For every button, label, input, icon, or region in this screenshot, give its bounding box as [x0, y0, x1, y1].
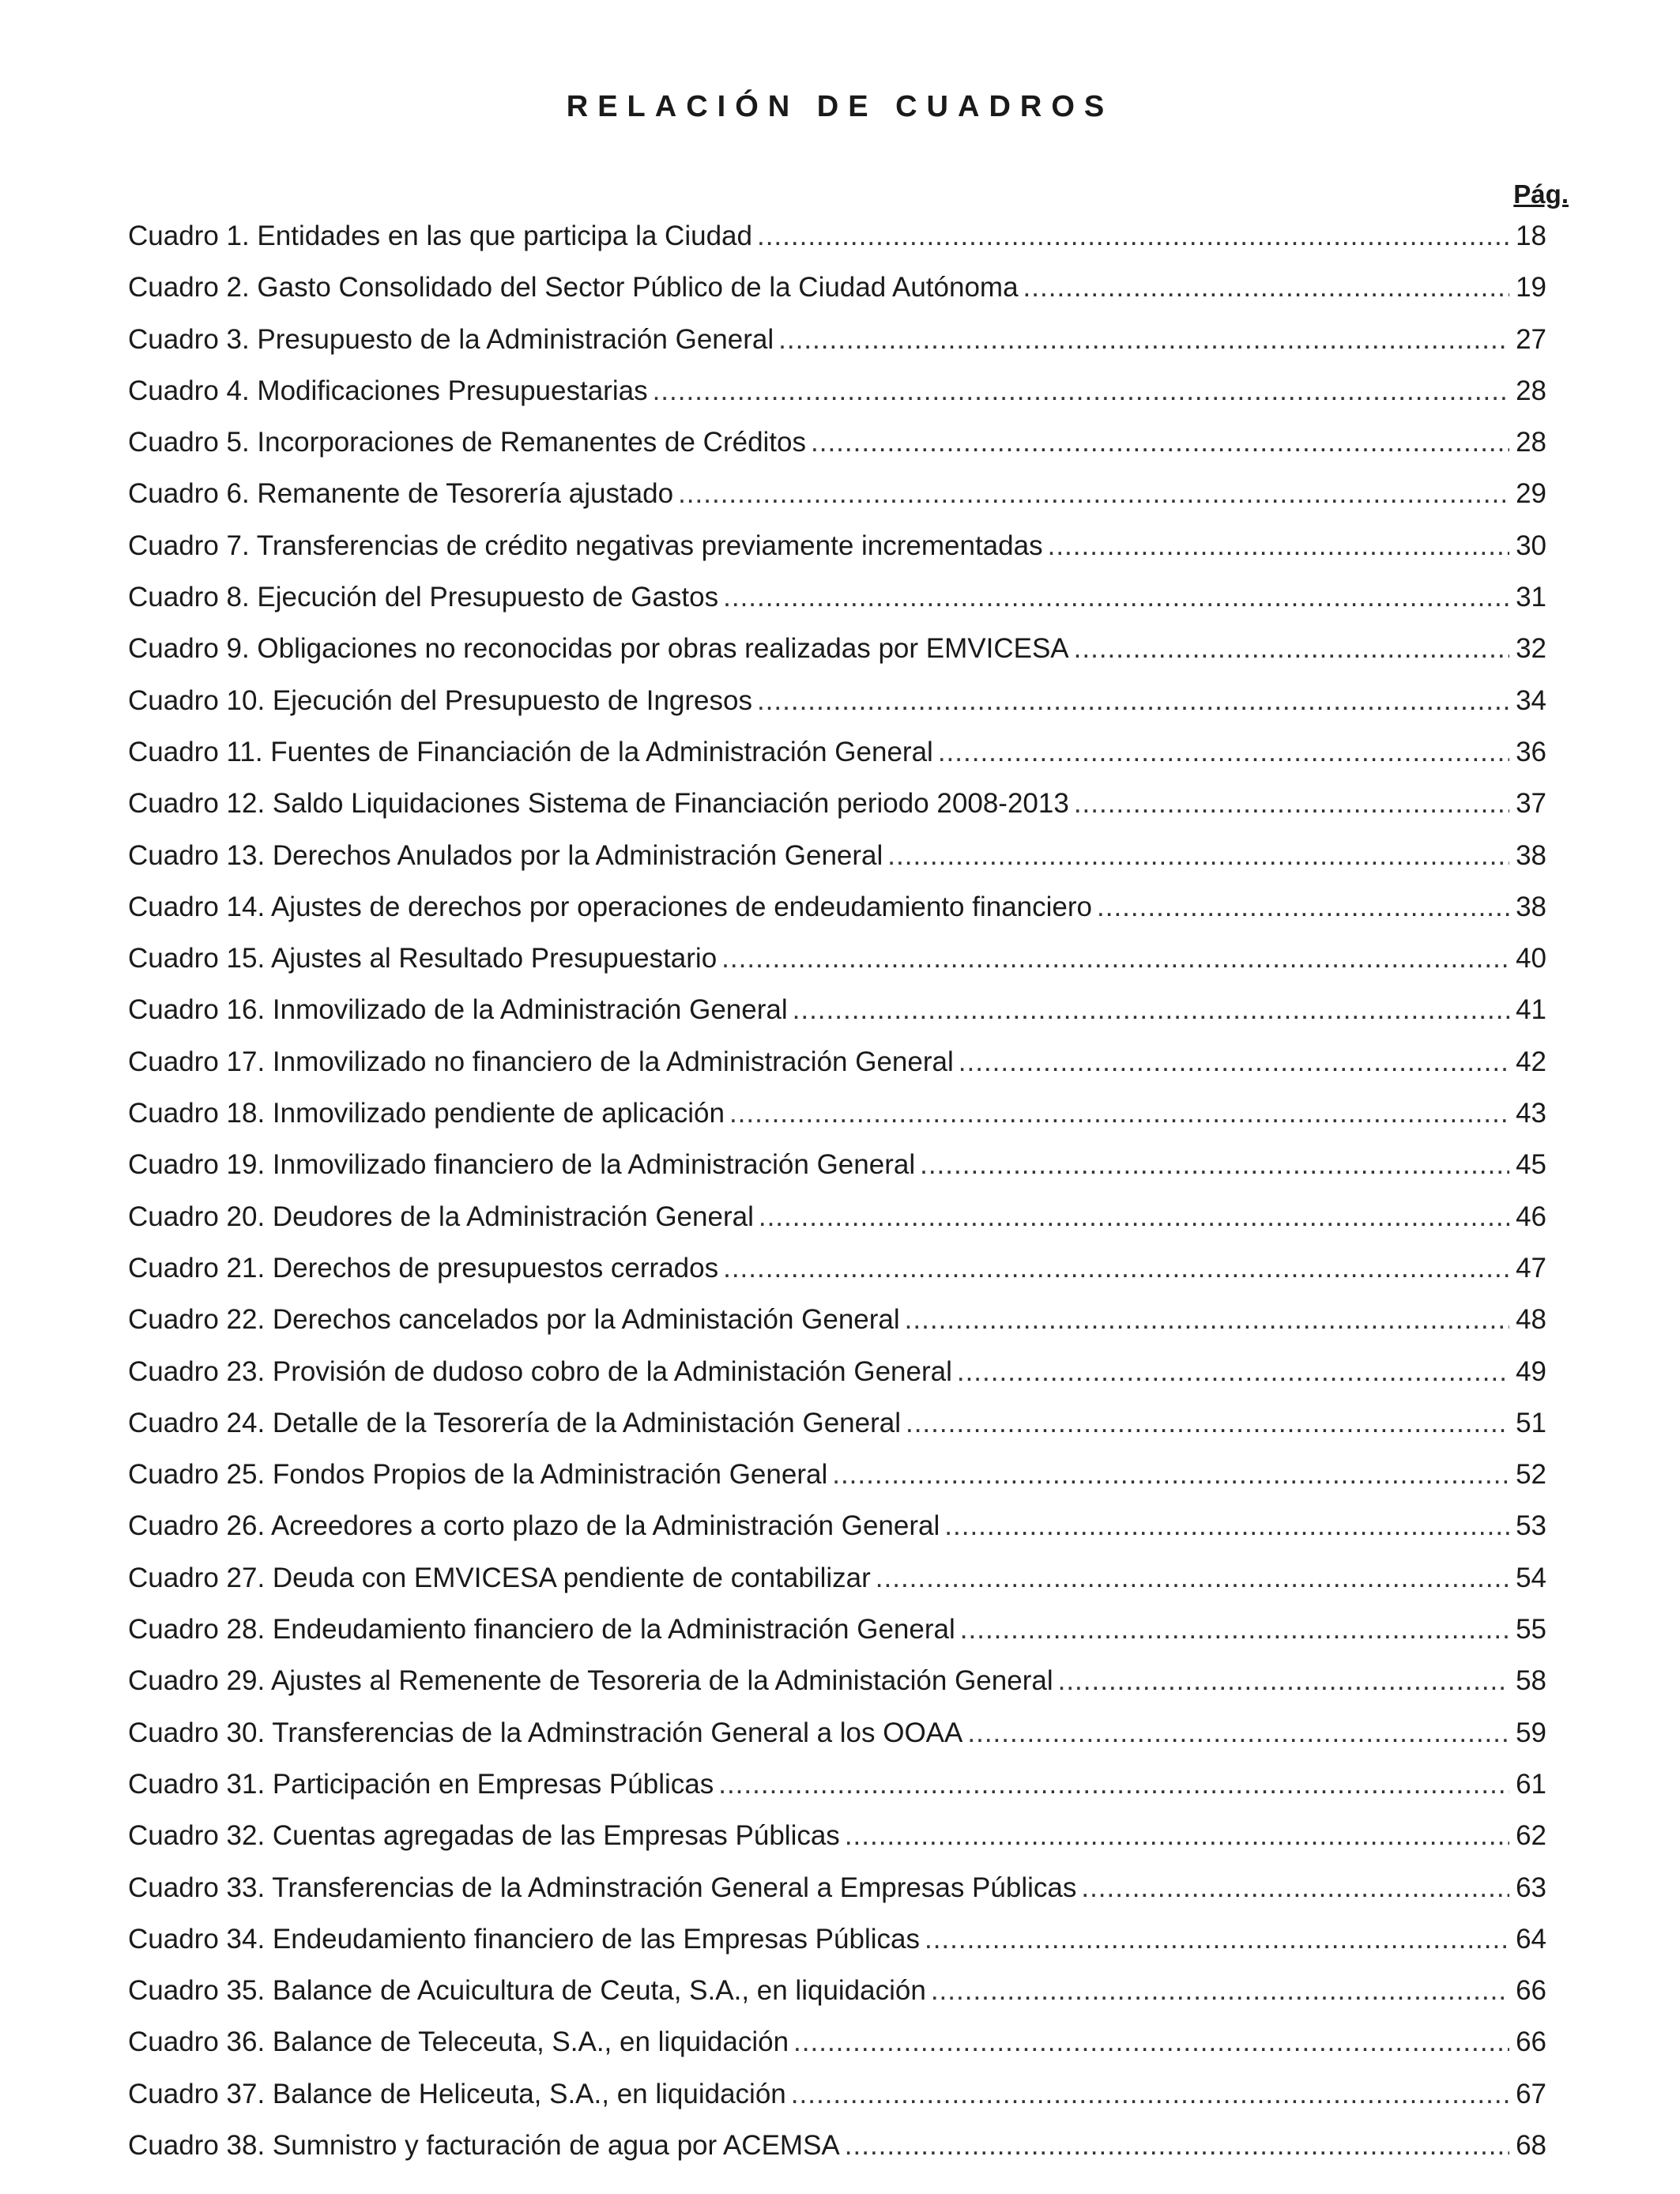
toc-entry-label: Cuadro 19. Inmovilizado financiero de la Administración General — [128, 1149, 916, 1181]
table-of-contents — [128, 218, 1546, 2179]
dot-leader — [1048, 528, 1509, 564]
toc-entry-page-number: 37 — [1516, 788, 1546, 820]
toc-entry-label: Cuadro 37. Balance de Heliceuta, S.A., en liquidación — [128, 2078, 786, 2109]
toc-entry-label: Cuadro 7. Transferencias de crédito negativas previamente incrementadas — [128, 530, 1043, 561]
toc-entry-label: Cuadro 27. Deuda con EMVICESA pendiente de contabilizar — [128, 1562, 871, 1593]
toc-entry — [128, 2076, 1546, 2128]
toc-entry-page-number: 48 — [1516, 1304, 1546, 1336]
toc-entry-label: Cuadro 10. Ejecución del Presupuesto de Ingresos — [128, 684, 752, 716]
toc-entry-label: Cuadro 31. Participación en Empresas Públicas — [128, 1768, 714, 1800]
toc-entry — [128, 889, 1546, 941]
toc-entry — [128, 786, 1546, 837]
toc-entry — [128, 1921, 1546, 1973]
dot-leader — [723, 579, 1509, 616]
toc-entry-page-number: 30 — [1516, 530, 1546, 561]
toc-entry — [128, 270, 1546, 321]
dot-leader — [653, 373, 1509, 409]
toc-entry — [128, 476, 1546, 527]
toc-entry — [128, 1044, 1546, 1095]
dot-leader — [778, 322, 1509, 358]
dot-leader — [920, 1147, 1509, 1183]
toc-entry-page-number: 29 — [1516, 478, 1546, 510]
toc-entry-label: Cuadro 3. Presupuesto de la Administración General — [128, 323, 774, 355]
toc-entry-label: Cuadro 13. Derechos Anulados por la Administración General — [128, 839, 883, 871]
toc-entry-page-number: 32 — [1516, 633, 1546, 665]
toc-entry-page-number: 54 — [1516, 1562, 1546, 1593]
toc-entry-page-number: 63 — [1516, 1872, 1546, 1903]
dot-leader — [759, 1199, 1509, 1235]
toc-entry-label: Cuadro 16. Inmovilizado de la Administración General — [128, 994, 788, 1026]
dot-leader — [1074, 786, 1509, 822]
dot-leader — [832, 1457, 1509, 1493]
toc-entry — [128, 373, 1546, 424]
toc-entry-label: Cuadro 34. Endeudamiento financiero de las Empresas Públicas — [128, 1923, 920, 1955]
toc-entry-label: Cuadro 1. Entidades en las que participa la Ciudad — [128, 221, 752, 251]
toc-entry-page-number: 66 — [1516, 2026, 1546, 2058]
toc-entry — [128, 1508, 1546, 1559]
toc-entry-label: Cuadro 12. Saldo Liquidaciones Sistema de Financiación periodo 2008-2013 — [128, 788, 1069, 820]
toc-entry-page-number: 38 — [1516, 839, 1546, 871]
toc-entry-page-number: 59 — [1516, 1717, 1546, 1748]
dot-leader — [960, 1612, 1509, 1648]
toc-entry — [128, 1612, 1546, 1663]
toc-entry — [128, 218, 1546, 270]
toc-entry-label: Cuadro 24. Detalle de la Tesorería de la Administación General — [128, 1407, 901, 1438]
toc-entry-page-number: 27 — [1516, 323, 1546, 355]
dot-leader — [1074, 631, 1509, 667]
toc-entry-page-number: 46 — [1516, 1201, 1546, 1232]
toc-entry-page-number: 47 — [1516, 1252, 1546, 1284]
toc-entry — [128, 1818, 1546, 1869]
toc-entry-page-number: 42 — [1516, 1046, 1546, 1077]
toc-entry-label: Cuadro 9. Obligaciones no reconocidas por obras realizadas por EMVICESA — [128, 633, 1069, 665]
toc-entry-label: Cuadro 30. Transferencias de la Adminstración General a los OOAA — [128, 1717, 963, 1748]
page-column-header: Pág. — [1513, 179, 1569, 209]
dot-leader — [876, 1560, 1509, 1596]
dot-leader — [906, 1405, 1509, 1442]
toc-entry — [128, 1302, 1546, 1353]
toc-entry-label: Cuadro 2. Gasto Consolidado del Sector Público de la Ciudad Autónoma — [128, 272, 1019, 303]
dot-leader — [959, 1044, 1509, 1080]
toc-entry-page-number: 31 — [1516, 582, 1546, 613]
toc-entry-label: Cuadro 33. Transferencias de la Adminstración General a Empresas Públicas — [128, 1872, 1077, 1903]
dot-leader — [905, 1302, 1509, 1338]
dot-leader — [925, 1921, 1509, 1958]
dot-leader — [793, 2024, 1509, 2060]
toc-entry-label: Cuadro 21. Derechos de presupuestos cerrados — [128, 1252, 719, 1284]
toc-entry — [128, 2024, 1546, 2075]
toc-entry-label: Cuadro 23. Provisión de dudoso cobro de la Administación General — [128, 1355, 952, 1387]
toc-entry-page-number: 68 — [1516, 2129, 1546, 2161]
toc-entry — [128, 941, 1546, 992]
dot-leader — [957, 1354, 1509, 1390]
dot-leader — [811, 424, 1509, 461]
toc-entry — [128, 1766, 1546, 1818]
dot-leader — [967, 1715, 1509, 1751]
toc-entry-label: Cuadro 8. Ejecución del Presupuesto de Gastos — [128, 582, 719, 613]
toc-entry-page-number: 49 — [1516, 1355, 1546, 1387]
toc-entry-page-number: 61 — [1516, 1768, 1546, 1800]
toc-entry-label: Cuadro 6. Remanente de Tesorería ajustado — [128, 478, 674, 510]
page-title: RELACIÓN DE CUADROS — [566, 90, 1114, 123]
dot-leader — [938, 734, 1509, 771]
toc-entry-page-number: 67 — [1516, 2078, 1546, 2109]
toc-entry — [128, 1250, 1546, 1302]
toc-entry-page-number: 28 — [1516, 427, 1546, 458]
dot-leader — [1081, 1870, 1509, 1906]
toc-entry-page-number: 58 — [1516, 1665, 1546, 1697]
toc-entry-label: Cuadro 32. Cuentas agregadas de las Empresas Públicas — [128, 1820, 840, 1852]
dot-leader — [944, 1508, 1509, 1544]
dot-leader — [718, 1766, 1509, 1803]
toc-entry — [128, 734, 1546, 786]
toc-entry-label: Cuadro 35. Balance de Acuicultura de Ceuta, S.A., en liquidación — [128, 1975, 926, 2007]
dot-leader — [1023, 270, 1509, 306]
toc-entry-label: Cuadro 26. Acreedores a corto plazo de la Administración General — [128, 1510, 940, 1542]
dot-leader — [793, 992, 1509, 1028]
toc-entry-page-number: 41 — [1516, 994, 1546, 1026]
toc-entry — [128, 838, 1546, 889]
toc-entry-label: Cuadro 28. Endeudamiento financiero de la Administración General — [128, 1614, 955, 1646]
toc-entry-label: Cuadro 22. Derechos cancelados por la Administación General — [128, 1304, 900, 1336]
dot-leader — [729, 1095, 1509, 1132]
dot-leader — [931, 1973, 1509, 2009]
toc-entry — [128, 683, 1546, 734]
toc-entry — [128, 1354, 1546, 1405]
toc-entry — [128, 1199, 1546, 1250]
toc-entry-page-number: 34 — [1516, 684, 1546, 716]
toc-entry — [128, 322, 1546, 373]
toc-entry — [128, 1715, 1546, 1766]
toc-entry-label: Cuadro 11. Fuentes de Financiación de la Administración General — [128, 736, 933, 767]
toc-entry — [128, 1973, 1546, 2024]
dot-leader — [721, 941, 1509, 977]
dot-leader — [1097, 889, 1509, 925]
toc-entry — [128, 1095, 1546, 1147]
dot-leader — [757, 218, 1509, 254]
toc-entry-label: Cuadro 14. Ajustes de derechos por operaciones de endeudamiento financiero — [128, 891, 1092, 922]
toc-entry-page-number: 62 — [1516, 1820, 1546, 1852]
toc-entry-page-number: 18 — [1516, 221, 1546, 251]
toc-entry-label: Cuadro 17. Inmovilizado no financiero de la Administración General — [128, 1046, 954, 1077]
toc-entry-page-number: 43 — [1516, 1098, 1546, 1129]
toc-entry-label: Cuadro 25. Fondos Propios de la Administración General — [128, 1459, 828, 1491]
toc-entry-page-number: 38 — [1516, 891, 1546, 922]
dot-leader — [723, 1250, 1509, 1287]
dot-leader — [678, 476, 1509, 512]
toc-entry-page-number: 55 — [1516, 1614, 1546, 1646]
toc-entry-label: Cuadro 20. Deudores de la Administración General — [128, 1201, 754, 1232]
toc-entry-page-number: 45 — [1516, 1149, 1546, 1181]
dot-leader — [757, 683, 1509, 719]
toc-entry-label: Cuadro 15. Ajustes al Resultado Presupuestario — [128, 943, 718, 974]
dot-leader — [1058, 1663, 1509, 1699]
toc-entry — [128, 424, 1546, 476]
toc-entry-label: Cuadro 36. Balance de Teleceuta, S.A., en liquidación — [128, 2026, 789, 2058]
toc-entry — [128, 1147, 1546, 1198]
toc-entry — [128, 1870, 1546, 1921]
toc-entry-label: Cuadro 18. Inmovilizado pendiente de aplicación — [128, 1098, 725, 1129]
toc-entry-page-number: 36 — [1516, 736, 1546, 767]
toc-entry — [128, 631, 1546, 682]
toc-entry — [128, 1405, 1546, 1457]
toc-entry-page-number: 19 — [1516, 272, 1546, 303]
toc-entry — [128, 992, 1546, 1043]
toc-entry — [128, 528, 1546, 579]
toc-entry-label: Cuadro 38. Sumnistro y facturación de agua por ACEMSA — [128, 2129, 840, 2161]
dot-leader — [845, 1818, 1509, 1854]
toc-entry — [128, 2128, 1546, 2179]
toc-entry-page-number: 51 — [1516, 1407, 1546, 1438]
dot-leader — [791, 2076, 1509, 2113]
toc-entry-page-number: 66 — [1516, 1975, 1546, 2007]
toc-entry-label: Cuadro 5. Incorporaciones de Remanentes de Créditos — [128, 427, 806, 458]
toc-entry — [128, 1457, 1546, 1508]
toc-entry — [128, 1663, 1546, 1714]
toc-entry-page-number: 52 — [1516, 1459, 1546, 1491]
toc-entry-page-number: 40 — [1516, 943, 1546, 974]
toc-entry — [128, 579, 1546, 631]
toc-entry-label: Cuadro 4. Modificaciones Presupuestarias — [128, 375, 648, 406]
toc-entry — [128, 1560, 1546, 1612]
toc-entry-page-number: 64 — [1516, 1923, 1546, 1955]
dot-leader — [845, 2128, 1509, 2164]
toc-entry-page-number: 28 — [1516, 375, 1546, 406]
toc-entry-label: Cuadro 29. Ajustes al Remenente de Tesoreria de la Administación General — [128, 1665, 1053, 1697]
toc-entry-page-number: 53 — [1516, 1510, 1546, 1542]
dot-leader — [887, 838, 1509, 874]
